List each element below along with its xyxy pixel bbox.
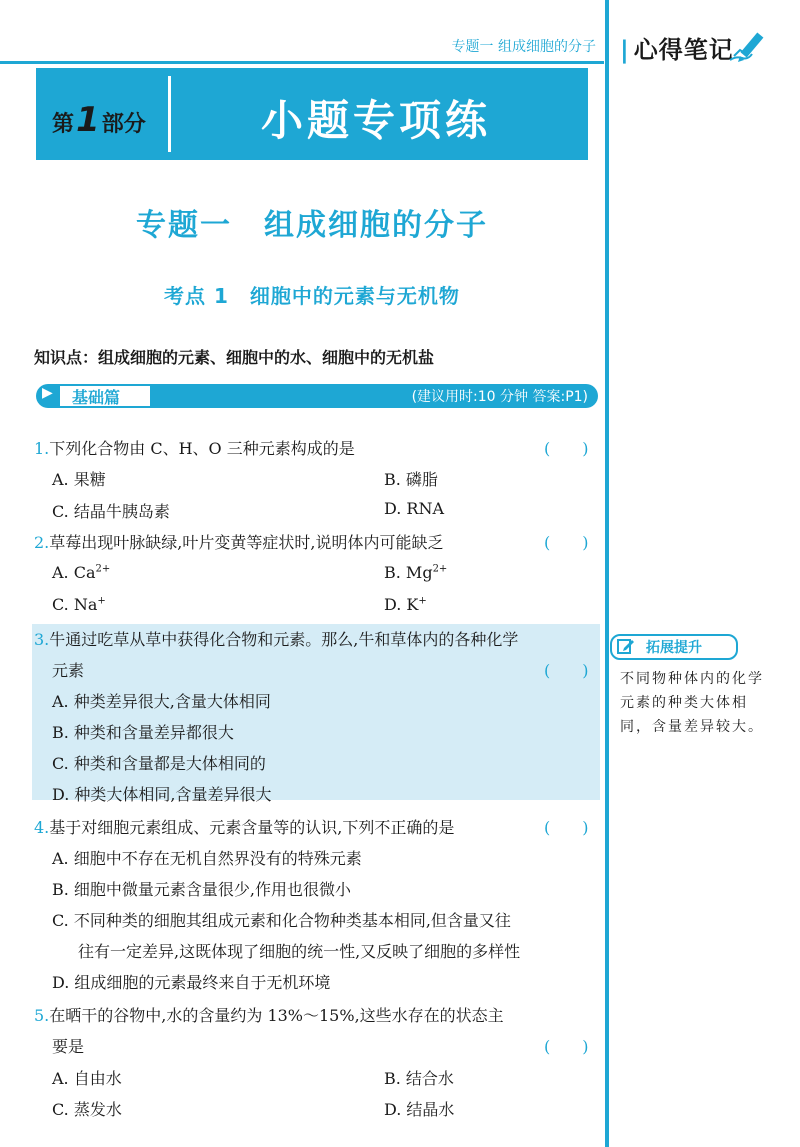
section-meta: (建议用时:10 分钟 答案:P1) <box>411 389 588 405</box>
option-d[interactable]: D. 组成细胞的元素最终来自于无机环境 <box>52 973 331 992</box>
option-a[interactable]: A. $Ca^{2+}$ <box>52 563 111 582</box>
topic-title: 专题一 组成细胞的分子 <box>136 208 488 243</box>
question-1-stem: 1.下列化合物由 C、H、O 三种元素构成的是 <box>34 439 355 458</box>
option-c[interactable]: C. 种类和含量都是大体相同的 <box>52 754 266 773</box>
running-header: 专题一 组成细胞的分子 <box>451 39 596 55</box>
option-c[interactable]: C. 结晶牛胰岛素 <box>52 502 170 521</box>
answer-blank[interactable]: ( ) <box>544 533 589 552</box>
notes-title: | 心得笔记 <box>620 36 734 64</box>
part-separator <box>168 76 171 152</box>
option-b[interactable]: B. $Mg^{2+}$ <box>384 563 448 582</box>
notes-column-divider <box>605 0 609 1147</box>
extension-text-line: 同，含量差异较大。 <box>620 719 764 735</box>
option-c-cont: 往有一定差异,这既体现了细胞的统一性,又反映了细胞的多样性 <box>78 942 521 961</box>
answer-blank[interactable]: ( ) <box>544 439 589 458</box>
extension-label: 拓展提升 <box>646 640 702 656</box>
option-d[interactable]: D. 结晶水 <box>384 1100 455 1119</box>
option-c[interactable]: C. 蒸发水 <box>52 1100 122 1119</box>
triangle-right-icon: ▶ <box>42 385 53 401</box>
answer-blank[interactable]: ( ) <box>544 818 589 837</box>
extension-text-line: 元素的种类大体相 <box>620 695 748 711</box>
question-3-stem: 3.牛通过吃草从草中获得化合物和元素。那么,牛和草体内的各种化学 <box>34 630 519 649</box>
option-b[interactable]: B. 种类和含量差异都很大 <box>52 723 234 742</box>
option-d[interactable]: D. 种类大体相同,含量差异很大 <box>52 785 272 804</box>
point-title: 考点 1 细胞中的元素与无机物 <box>164 284 460 308</box>
question-5-stem: 5.在晒干的谷物中,水的含量约为 13%～15%,这些水存在的状态主 <box>34 1006 504 1025</box>
part-label: 第1部分 <box>52 100 146 140</box>
question-3-stem-cont: 元素 <box>52 661 85 680</box>
option-b[interactable]: B. 结合水 <box>384 1069 454 1088</box>
knowledge-points: 知识点：组成细胞的元素、细胞中的水、细胞中的无机盐 <box>34 348 435 367</box>
question-2-stem: 2.草莓出现叶脉缺绿,叶片变黄等症状时,说明体内可能缺乏 <box>34 533 444 552</box>
option-d[interactable]: D. K+ <box>384 595 427 614</box>
answer-blank[interactable]: ( ) <box>544 1037 589 1056</box>
pencil-icon <box>726 26 770 66</box>
answer-blank[interactable]: ( ) <box>544 661 589 680</box>
option-a[interactable]: A. 细胞中不存在无机自然界没有的特殊元素 <box>52 849 362 868</box>
option-a[interactable]: A. 自由水 <box>52 1069 122 1088</box>
option-c[interactable]: C. 不同种类的细胞其组成元素和化合物种类基本相同,但含量又往 <box>52 911 511 930</box>
option-a[interactable]: A. 种类差异很大,含量大体相同 <box>52 692 271 711</box>
option-a[interactable]: A. 果糖 <box>52 470 106 489</box>
option-b[interactable]: B. 磷脂 <box>384 470 438 489</box>
edit-note-icon <box>617 637 635 655</box>
option-d[interactable]: D. RNA <box>384 499 445 518</box>
section-label: 基础篇 <box>72 388 121 407</box>
question-4-stem: 4.基于对细胞元素组成、元素含量等的认识,下列不正确的是 <box>34 818 455 837</box>
part-title: 小题专项练 <box>260 96 491 145</box>
question-5-stem-cont: 要是 <box>52 1037 85 1056</box>
header-rule <box>0 61 604 64</box>
option-c[interactable]: C. Na+ <box>52 595 106 614</box>
option-b[interactable]: B. 细胞中微量元素含量很少,作用也很微小 <box>52 880 352 899</box>
extension-text-line: 不同物种体内的化学 <box>620 671 764 687</box>
